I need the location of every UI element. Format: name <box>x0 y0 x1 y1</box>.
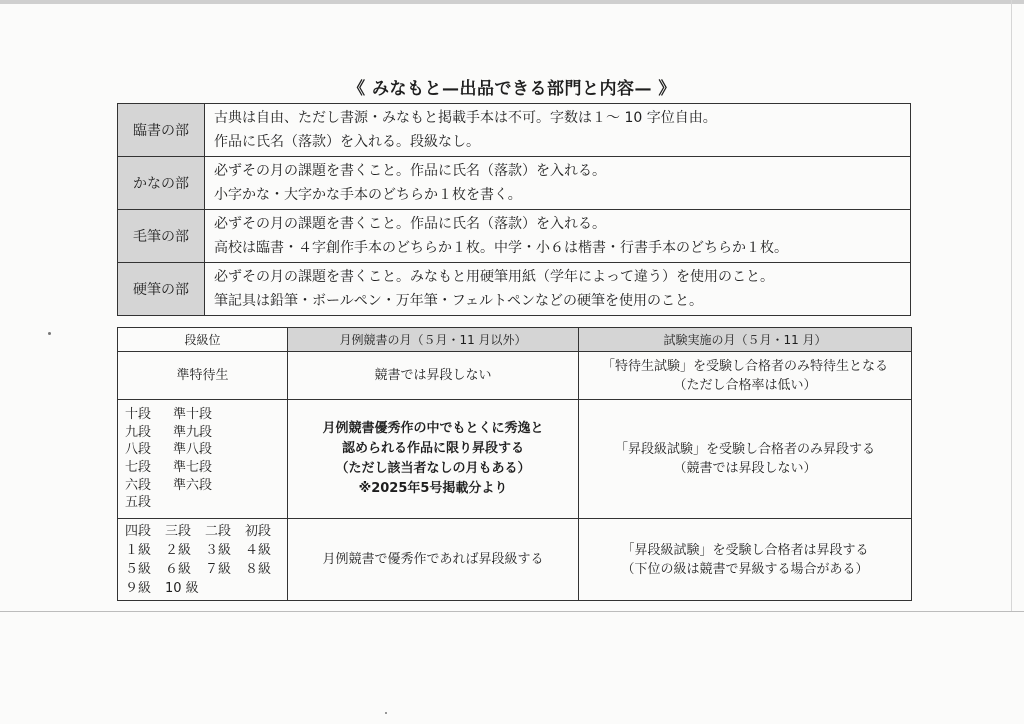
header-exam: 試験実施の月（５月・11 月） <box>579 328 912 352</box>
category-name: 臨書の部 <box>118 104 205 157</box>
rank-label: 準八段 <box>173 442 213 458</box>
rank-cell <box>118 400 288 519</box>
table-row <box>118 104 911 157</box>
scan-speck <box>48 332 51 335</box>
table-row <box>118 519 912 601</box>
table-header-row <box>118 328 912 352</box>
monthly-line: 月例競書優秀作の中でもとくに秀逸と <box>322 421 544 436</box>
description-line: 作品に氏名（落款）を入れる。段級なし。 <box>214 134 480 150</box>
exam-cell <box>579 352 912 400</box>
exam-cell <box>579 519 912 601</box>
rank-label: 二段 <box>205 523 232 539</box>
rank-label: 準十段 <box>173 407 213 423</box>
rank-label: 準六段 <box>173 477 213 493</box>
rank-label: 十段 <box>125 407 152 423</box>
rank-label: ３級 <box>205 542 232 558</box>
table-row <box>118 263 911 316</box>
description-line: 高校は臨書・４字創作手本のどちらか１枚。中学・小６は楷書・行書手本のどちらか１枚。 <box>214 240 788 256</box>
monthly-cell: 競書では昇段しない <box>288 352 579 400</box>
rank-label: 準九段 <box>173 424 213 440</box>
monthly-cell <box>288 400 579 519</box>
rank-label: ９級 <box>125 580 152 596</box>
rank-label: 六段 <box>125 477 152 493</box>
page-title: 《 みなもと—出品できる部門と内容— 》 <box>348 79 676 99</box>
rank-label: 九段 <box>125 424 152 440</box>
rank-label: 準七段 <box>173 460 213 475</box>
exam-line: （競書では昇段しない） <box>673 461 817 476</box>
rank-cell: 準特待生 <box>118 352 288 400</box>
monthly-line: （ただし該当者なしの月もある） <box>335 461 531 476</box>
rank-cell <box>118 519 288 601</box>
description-line: 小字かな・大字かな手本のどちらか１枚を書く。 <box>214 187 522 203</box>
rank-label: 三段 <box>165 523 192 539</box>
exam-line: 「特待生試験」を受験し合格者のみ特待生となる <box>601 358 888 374</box>
table-row <box>118 400 912 519</box>
description-line: 筆記具は鉛筆・ボールペン・万年筆・フェルトペンなどの硬筆を使用のこと。 <box>214 293 704 309</box>
table-row <box>118 210 911 263</box>
rank-label: ８級 <box>245 561 272 577</box>
table-row <box>118 157 911 210</box>
exam-cell <box>579 400 912 519</box>
rank-label <box>173 494 243 512</box>
rank-label: ２級 <box>165 542 192 558</box>
scan-speck <box>385 712 387 714</box>
exam-line: 「昇段級試験」を受験し合格者のみ昇段する <box>614 442 875 457</box>
rank-table <box>117 327 912 601</box>
rank-label: ６級 <box>165 561 192 577</box>
category-name: 毛筆の部 <box>118 210 205 263</box>
description-line: 必ずその月の課題を書くこと。作品に氏名（落款）を入れる。 <box>214 163 606 179</box>
rank-label: ４級 <box>245 542 272 558</box>
category-description <box>205 263 911 316</box>
monthly-line: ※2025年5号掲載分より <box>358 481 508 496</box>
table-row <box>118 352 912 400</box>
header-rank: 段級位 <box>118 328 288 352</box>
scan-page-edge <box>0 611 1024 612</box>
category-table <box>117 103 911 316</box>
description-line: 古典は自由、ただし書源・みなもと掲載手本は不可。字数は１～ 10 字位自由。 <box>214 110 717 126</box>
scan-top-edge <box>0 0 1024 4</box>
monthly-line: 認められる作品に限り昇段する <box>341 441 524 456</box>
rank-label: ７級 <box>205 561 232 577</box>
rank-label: １級 <box>125 542 152 558</box>
exam-line: 「昇段級試験」を受験し合格者は昇段する <box>621 542 869 558</box>
header-monthly: 月例競書の月（５月・11 月以外） <box>288 328 579 352</box>
rank-label: 八段 <box>125 442 152 458</box>
category-description <box>205 104 911 157</box>
category-name: かなの部 <box>118 157 205 210</box>
description-line: 必ずその月の課題を書くこと。作品に氏名（落款）を入れる。 <box>214 216 606 232</box>
rank-label: 四段 <box>125 523 152 539</box>
exam-line: （下位の級は競書で昇級する場合がある） <box>621 561 869 577</box>
description-line: 必ずその月の課題を書くこと。みなもと用硬筆用紙（学年によって違う）を使用のこと。 <box>214 269 774 285</box>
category-description <box>205 210 911 263</box>
rank-label: 七段 <box>125 460 152 475</box>
rank-label: ５級 <box>125 561 152 577</box>
exam-line: （ただし合格率は低い） <box>673 377 817 393</box>
monthly-cell: 月例競書で優秀作であれば昇段級する <box>288 519 579 601</box>
category-description <box>205 157 911 210</box>
rank-label: 五段 <box>125 495 152 511</box>
rank-label: 初段 <box>245 523 272 539</box>
category-name: 硬筆の部 <box>118 263 205 316</box>
rank-label: 10 級 <box>165 580 199 596</box>
